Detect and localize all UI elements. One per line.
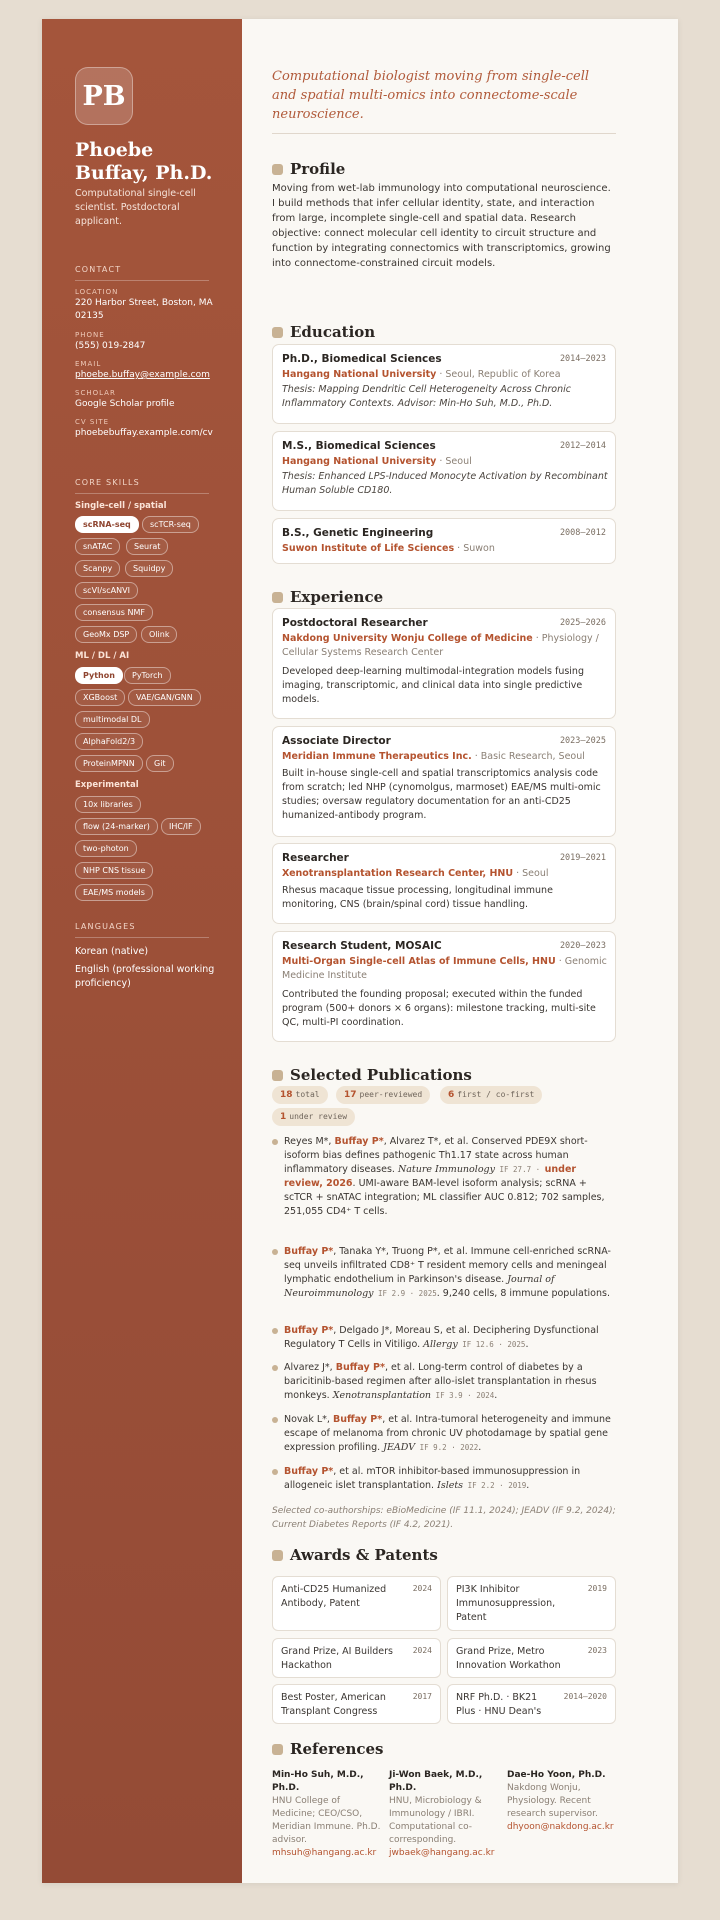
- bullet: [272, 1328, 278, 1334]
- skill-pill: scVI/scANVI: [75, 582, 138, 599]
- skill-pill: multimodal DL: [75, 711, 150, 728]
- section-marker: [272, 1550, 283, 1561]
- phone-value: (555) 019-2847: [75, 341, 146, 351]
- skill-pill: Olink: [141, 626, 177, 643]
- skill-group-title: Experimental: [75, 780, 139, 790]
- section-marker: [272, 592, 283, 603]
- skill-pill: IHC/IF: [161, 818, 201, 835]
- skill-pill: consensus NMF: [75, 604, 153, 621]
- skill-pill: XGBoost: [75, 689, 125, 706]
- reference-email[interactable]: mhsuh@hangang.ac.kr: [272, 1848, 377, 1858]
- location-value: 220 Harbor Street, Boston, MA 02135: [75, 298, 213, 321]
- candidate-summary: Computational single-cell scientist. Postdoctoral applicant.: [75, 188, 196, 227]
- sidebar: [42, 19, 242, 1883]
- resume-page: PB Phoebe Buffay, Ph.D. Computational single-cell scientist. Postdoctoral applicant. CONTACT LOCATION 220 Harbor Street, Boston, MA 02135 PHONE (555) 019-2847 EMAIL phoebe.buffay@example.com SCHOLAR Google Scholar profile CV SITE phoebebuffay.example.com/cv CORE SKILLS Single-cell / spatial scRNA-seq scTCR-seq snATAC Seurat Scanpy Squidpy scVI/scANVI consensus NMF GeoMx DSP Olink ML / DL / AI Python PyTorch XGBoost VAE/GAN/GNN multimodal DL AlphaFold2/3 ProteinMPNN Git Experimental 10x libraries flow (24-marker) IHC/IF two-photon NHP CNS tissue EAE/MS models LANGUAGES Korean (native) English (professional working proficiency) Computational biologist moving from single-cell and spatial multi-omics into connectome-scale neuroscience. Profile Moving from wet-lab immunology into computational neuroscience. I build methods that infer cellular identity, state, and interaction from large, incomplete single-cell and spatial data. Research objective: connect molecular cell identity to circuit structure and function by integrating connectomics with transcriptomics, growing into connectome-constrained circuit models. Education Ph.D., Biomedical Sciences 2014–2023 Hangang National University · Seoul, Republic of Korea Thesis: Mapping Dendritic Cell Heterogeneity Across Chronic Inflammatory Contexts. Advisor: Min-Ho Suh, M.D., Ph.D. M.S., Biomedical Sciences 2012–2014 Hangang National University · Seoul Thesis: Enhanced LPS-Induced Monocyte Activation by Recombinant Human Soluble CD180. B.S., Genetic Engineering 2008–2012 Suwon Institute of Life Sciences · Suwon Experience Postdoctoral Researcher 2025–2026 Nakdong University Wonju College of Medicine · Physiology / Cellular Systems Research Center Developed deep-learning multimodal-integration models fusing imaging, transcriptomic, and clinical data into single predictive models. Associate Director 2023–2025 Meridian Immune Therapeutics Inc. · Basic Research, Seoul Built in-house single-cell and spatial transcriptomics analysis code from scratch; led NHP (cynomolgus, marmoset) EAE/MS multi-omic studies; oversaw regulatory documentation for an anti-CD25 humanized-antibody program. Researcher 2019–2021 Xenotransplantation Research Center, HNU · Seoul Rhesus macaque tissue processing, longitudinal immune monitoring, CNS (brain/spinal cord) tissue handling. Research Student, MOSAIC 2020–2023 Multi-Organ Single-cell Atlas of Immune Cells, HNU · Genomic Medicine Institute Contributed the founding proposal; executed within the funded program (500+ donors × 6 organs): milestone tracking, multi-site QC, multi-PI coordination. Selected Publications 18 total 17 peer-reviewed 6 first / co-first 1 under review Reyes M*, Buffay P*, Alvarez T*, et al. Conserved PDE9X short-isoform bias defines pathogenic Th1.17 state across human inflammatory diseases. Nature Immunology IF 27.7 · under review, 2026. UMI-aware BAM-level isoform analysis; scRNA + scTCR + snATAC integration; ML classifier AUC 0.812; 702 samples, 251,055 CD4⁺ T cells. Buffay P*, Tanaka Y*, Truong P*, et al. Immune cell-enriched scRNA-seq unveils infiltrated CD8⁺ T resident memory cells and meningeal lymphatic endothelium in Parkinson's disease. Journal of Neuroimmunology IF 2.9 · 2025. 9,240 cells, 8 immune populations. Buffay P*, Delgado J*, Moreau S, et al. Deciphering Dysfunctional Regulatory T Cells in Vitiligo. Allergy IF 12.6 · 2025. Alvarez J*, Buffay P*, et al. Long-term control of diabetes by a baricitinib-based regimen after allo-islet transplantation in rhesus monkeys. Xenotransplantation IF 3.9 · 2024. Novak L*, Buffay P*, et al. Intra-tumoral heterogeneity and immune escape of melanoma from chronic UV photodamage by spatial gene expression profiling. JEADV IF 9.2 · 2022. Buffay P*, et al. mTOR inhibitor-based immunosuppression in allogeneic islet transplantation. Islets IF 2.2 · 2019. Selected co-authorships: eBioMedicine (IF 11.1, 2024); JEADV (IF 9.2, 2024); Current Diabetes Reports (IF 4.2, 2021). Awards & Patents Anti-CD25 Humanized Antibody, Patent 2024 PI3K Inhibitor Immunosuppression, Patent 2019 Grand Prize, AI Builders Hackathon 2024 Grand Prize, Metro Innovation Workathon 2023 Best Poster, American Transplant Congress 2017 NRF Ph.D. · BK21 Plus · HNU Dean's 2014–2020 References Min-Ho Suh, M.D., Ph.D. HNU College of Medicine; CEO/CSO, Meridian Immune. Ph.D. advisor. mhsuh@hangang.ac.kr Ji-Won Baek, M.D., Ph.D. HNU, Microbiology & Immunology / IBRI. Computational co-corresponding. jwbaek@hangang.ac.kr Dae-Ho Yoon, Ph.D. Nakdong Wonju, Physiology. Recent research supervisor. dhyoon@nakdong.ac.kr: [42, 19, 678, 1883]
- coauthorships-note: Selected co-authorships: eBioMedicine (IF 11.1, 2024); JEADV (IF 9.2, 2024); Current Diabetes Reports (IF 4.2, 2021).: [272, 1506, 616, 1530]
- section-marker: [272, 164, 283, 175]
- experience-card: Researcher 2019–2021 Xenotransplantation Research Center, HNU · Seoul Rhesus macaque tissue processing, longitudinal immune monitoring, CNS (brain/spinal cord) tissue handling.: [272, 843, 616, 924]
- experience-card: Research Student, MOSAIC 2020–2023 Multi-Organ Single-cell Atlas of Immune Cells, HNU · Genomic Medicine Institute Contributed the founding proposal; executed within the funded program (500+ donors × 6 organs): milestone tracking, multi-site QC, multi-PI coordination.: [272, 931, 616, 1042]
- skill-pill: AlphaFold2/3: [75, 733, 143, 750]
- stat-chip: 6 first / co-first: [440, 1086, 542, 1104]
- scholar-label: SCHOLAR: [75, 389, 116, 397]
- award-card: Best Poster, American Transplant Congress 2017: [272, 1684, 441, 1724]
- skill-pill: GeoMx DSP: [75, 626, 137, 643]
- location-label: LOCATION: [75, 288, 119, 296]
- section-marker: [272, 327, 283, 338]
- skill-pill: Seurat: [126, 538, 168, 555]
- award-card: Grand Prize, AI Builders Hackathon 2024: [272, 1638, 441, 1678]
- skill-pill: scTCR-seq: [142, 516, 199, 533]
- skill-pill: flow (24-marker): [75, 818, 158, 835]
- divider: [272, 133, 616, 134]
- stat-chip: 17 peer-reviewed: [336, 1086, 430, 1104]
- language-item: English (professional working proficiency): [75, 964, 215, 989]
- candidate-name: Phoebe Buffay, Ph.D.: [75, 139, 213, 184]
- bullet: [272, 1469, 278, 1475]
- reference-email[interactable]: jwbaek@hangang.ac.kr: [389, 1848, 495, 1858]
- skill-group-title: Single-cell / spatial: [75, 501, 167, 511]
- skill-pill: snATAC: [75, 538, 120, 555]
- skill-group-title: ML / DL / AI: [75, 651, 130, 661]
- reference-item: Ji-Won Baek, M.D., Ph.D. HNU, Microbiology & Immunology / IBRI. Computational co-corresponding. jwbaek@hangang.ac.kr: [389, 1769, 501, 1860]
- skill-pill: Python: [75, 667, 123, 684]
- award-card: NRF Ph.D. · BK21 Plus · HNU Dean's 2014–2020: [447, 1684, 616, 1724]
- award-card: PI3K Inhibitor Immunosuppression, Patent 2019: [447, 1576, 616, 1631]
- tagline: Computational biologist moving from single-cell and spatial multi-omics into connectome-scale neuroscience.: [272, 69, 590, 122]
- experience-card: Associate Director 2023–2025 Meridian Immune Therapeutics Inc. · Basic Research, Seoul Built in-house single-cell and spatial transcriptomics analysis code from scratch; led NHP (cynomolgus, marmoset) EAE/MS multi-omic studies; oversaw regulatory documentation for an anti-CD25 humanized-antibody program.: [272, 726, 616, 837]
- skill-pill: VAE/GAN/GNN: [128, 689, 201, 706]
- languages-heading: LANGUAGES: [75, 922, 209, 938]
- stat-chip: 1 under review: [272, 1108, 355, 1126]
- bullet: [272, 1365, 278, 1371]
- scholar-link[interactable]: Google Scholar profile: [75, 399, 175, 409]
- skill-pill: PyTorch: [124, 667, 171, 684]
- skill-pill: EAE/MS models: [75, 884, 153, 901]
- skills-heading: CORE SKILLS: [75, 478, 209, 494]
- language-item: Korean (native): [75, 946, 149, 957]
- contact-heading: CONTACT: [75, 265, 209, 281]
- education-card: Ph.D., Biomedical Sciences 2014–2023 Hangang National University · Seoul, Republic of Korea Thesis: Mapping Dendritic Cell Heterogeneity Across Chronic Inflammatory Contexts. Advisor: Min-Ho Suh, M.D., Ph.D.: [272, 344, 616, 424]
- avatar: PB: [75, 67, 133, 125]
- phone-label: PHONE: [75, 331, 105, 339]
- skill-pill: 10x libraries: [75, 796, 141, 813]
- section-marker: [272, 1070, 283, 1081]
- award-card: Grand Prize, Metro Innovation Workathon 2023: [447, 1638, 616, 1678]
- skill-pill: ProteinMPNN: [75, 755, 143, 772]
- skill-pill: Git: [146, 755, 174, 772]
- award-card: Anti-CD25 Humanized Antibody, Patent 2024: [272, 1576, 441, 1631]
- section-marker: [272, 1744, 283, 1755]
- skill-pill: scRNA-seq: [75, 516, 139, 533]
- bullet: [272, 1139, 278, 1145]
- stat-chip: 18 total: [272, 1086, 328, 1104]
- skill-pill: Squidpy: [125, 560, 173, 577]
- profile-text: Moving from wet-lab immunology into computational neuroscience. I build methods that infer cellular identity, state, and interaction from large, incomplete single-cell and spatial data. Research objective: connect molecular cell identity to circuit structure and function by integrating connectomics with transcriptomics, growing into connectome-constrained circuit models.: [272, 183, 611, 269]
- skill-pill: two-photon: [75, 840, 137, 857]
- education-card: B.S., Genetic Engineering 2008–2012 Suwon Institute of Life Sciences · Suwon: [272, 518, 616, 564]
- reference-item: Dae-Ho Yoon, Ph.D. Nakdong Wonju, Physiology. Recent research supervisor. dhyoon@nakdong.ac.kr: [507, 1769, 619, 1834]
- education-card: M.S., Biomedical Sciences 2012–2014 Hangang National University · Seoul Thesis: Enhanced LPS-Induced Monocyte Activation by Recombinant Human Soluble CD180.: [272, 431, 616, 511]
- bullet: [272, 1417, 278, 1423]
- experience-card: Postdoctoral Researcher 2025–2026 Nakdong University Wonju College of Medicine · Physiology / Cellular Systems Research Center Developed deep-learning multimodal-integration models fusing imaging, transcriptomic, and clinical data into single predictive models.: [272, 608, 616, 719]
- cv-site-link[interactable]: phoebebuffay.example.com/cv: [75, 428, 213, 438]
- email-label: EMAIL: [75, 360, 102, 368]
- cv-site-label: CV SITE: [75, 418, 110, 426]
- bullet: [272, 1249, 278, 1255]
- skill-pill: Scanpy: [75, 560, 120, 577]
- skill-pill: NHP CNS tissue: [75, 862, 153, 879]
- reference-email[interactable]: dhyoon@nakdong.ac.kr: [507, 1822, 614, 1832]
- email-link[interactable]: phoebe.buffay@example.com: [75, 370, 210, 380]
- reference-item: Min-Ho Suh, M.D., Ph.D. HNU College of Medicine; CEO/CSO, Meridian Immune. Ph.D. advisor. mhsuh@hangang.ac.kr: [272, 1769, 384, 1860]
